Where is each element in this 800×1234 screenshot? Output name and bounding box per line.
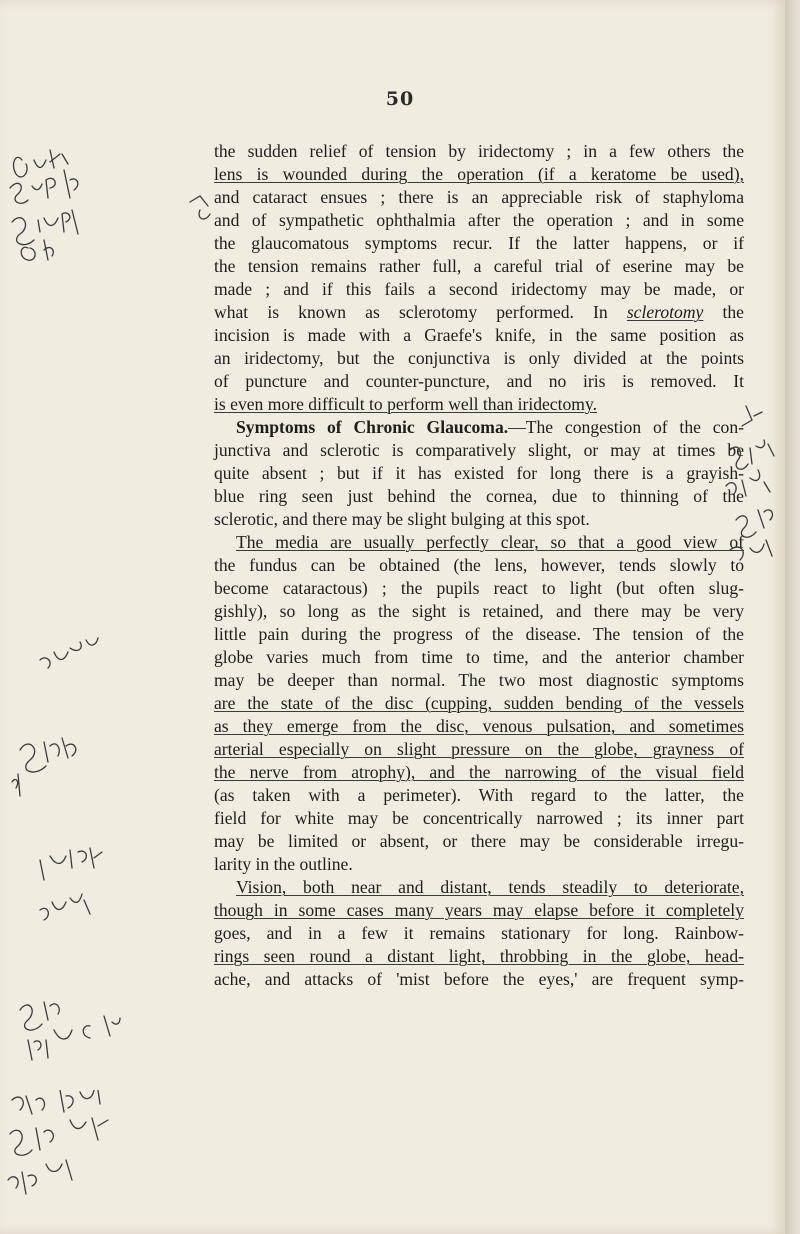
text-line: the sudden relief of tension by iridectomy ; in a few others the	[214, 141, 744, 161]
margin-scribble-top	[0, 140, 220, 290]
text-line: the glaucomatous symptoms recur. If the latter happens, or if	[214, 233, 744, 253]
text-line: lens is wounded during the operation (if a keratome be used),	[214, 164, 744, 184]
text-line: incision is made with a Graefe's knife, in the same position as	[214, 325, 744, 345]
text-line: may be deeper than normal. The two most diagnostic symptoms	[214, 670, 744, 690]
text-line: blue ring seen just behind the cornea, due to thinning of the	[214, 486, 744, 506]
text-line: though in some cases many years may elapse before it completely	[214, 900, 744, 920]
text-line: globe varies much from time to time, and the anterior chamber	[214, 647, 744, 667]
text-line: field for white may be concentrically narrowed ; its inner part	[214, 808, 744, 828]
text-line: junctiva and sclerotic is comparatively slight, or may at times be	[214, 440, 744, 460]
text-line: goes, and in a few it remains stationary for long. Rainbow-	[214, 923, 744, 943]
text-line: the nerve from atrophy), and the narrowing of the visual field	[214, 762, 744, 782]
text-line: as they emerge from the disc, venous pulsation, and sometimes	[214, 716, 744, 736]
text-line: the tension remains rather full, a careful trial of eserine may be	[214, 256, 744, 276]
text-line: and cataract ensues ; there is an appreciable risk of staphyloma	[214, 187, 744, 207]
text-line: (as taken with a perimeter). With regard to the latter, the	[214, 785, 744, 805]
text-line: become cataractous) ; the pupils react to light (but often slug-	[214, 578, 744, 598]
page-edge	[785, 0, 800, 1234]
text-line: the fundus can be obtained (the lens, however, tends slowly to	[214, 555, 744, 575]
text-line: little pain during the progress of the disease. The tension of the	[214, 624, 744, 644]
margin-scribble-left	[0, 570, 220, 1090]
text-line: The media are usually perfectly clear, so that a good view of	[236, 532, 744, 552]
text-line: ache, and attacks of 'mist before the eyes,' are frequent symp-	[214, 969, 744, 989]
text-line: made ; and if this fails a second iridectomy may be made, or	[214, 279, 744, 299]
text-line: Vision, both near and distant, tends steadily to deteriorate,	[236, 877, 744, 897]
margin-scribble-bottom	[0, 1090, 220, 1234]
text-line: arterial especially on slight pressure on the globe, grayness of	[214, 739, 744, 759]
text-line: are the state of the disc (cupping, sudden bending of the vessels	[214, 693, 744, 713]
text-line: larity in the outline.	[214, 854, 353, 874]
text-line: and of sympathetic ophthalmia after the operation ; and in some	[214, 210, 744, 230]
text-line: rings seen round a distant light, throbbing in the globe, head-	[214, 946, 744, 966]
text-line: is even more difficult to perform well than iridectomy.	[214, 394, 598, 414]
section-heading: Symptoms of Chronic Glaucoma.	[236, 417, 509, 437]
italic-term: sclerotomy	[626, 302, 704, 322]
page-number: 50	[385, 88, 415, 110]
text-line: of puncture and counter-puncture, and no iris is removed. It	[214, 371, 744, 391]
text-line: gishly), so long as the sight is retained, and there may be very	[214, 601, 744, 621]
text-line: an iridectomy, but the conjunctiva is only divided at the points	[214, 348, 744, 368]
text-line: may be limited or absent, or there may be considerable irregu-	[214, 831, 744, 851]
text-line: quite absent ; but if it has existed for long there is a grayish-	[214, 463, 744, 483]
body-text	[214, 140, 744, 991]
text-line: what is known as sclerotomy performed. In sclerotomy the	[214, 302, 744, 322]
text-line: sclerotic, and there may be slight bulging at this spot.	[214, 509, 590, 529]
section-heading-line: Symptoms of Chronic Glaucoma.—The congestion of the con-	[236, 417, 744, 437]
